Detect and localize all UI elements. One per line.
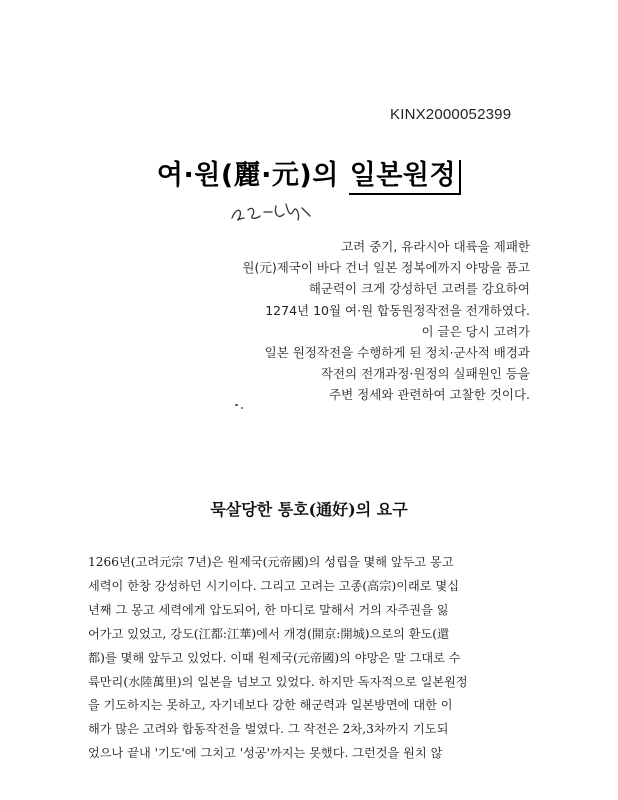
body-text — [88, 551, 534, 766]
abstract-line: 해군력이 크게 강성하던 고려를 강요하여 — [308, 281, 530, 297]
abstract-line: 작전의 전개과정·원정의 실패원인 등을 — [320, 366, 530, 382]
body-line: 었으나 끝내 '기도'에 그치고 '성공'까지는 못했다. 그런것을 원치 않 — [88, 746, 443, 761]
section-heading: 묵살당한 통호(通好)의 요구 — [210, 500, 408, 519]
abstract-line: 주변 정세와 관련하여 고찰한 것이다. — [329, 387, 530, 403]
scan-speck — [241, 407, 243, 409]
abstract-line: 이 글은 당시 고려가 — [421, 323, 530, 339]
body-line: 년째 그 몽고 세력에게 압도되어, 한 마디로 말해서 거의 자주권을 잃 — [88, 602, 449, 617]
abstract-line: 고려 중기, 유라시아 대륙을 제패한 — [341, 239, 530, 254]
body-line: 해가 많은 고려와 합동작전을 벌였다. 그 작전은 2차,3차까지 기도되 — [88, 722, 449, 737]
article-title-tail: 일본원정 — [349, 160, 461, 195]
article-title-main: 여·원(麗·元)의 — [156, 160, 349, 191]
abstract-line: 1274년 10월 여·원 합동원정작전을 전개하였다. — [265, 302, 530, 318]
body-line: 都)를 몇해 앞두고 있었다. 이때 원제국(元帝國)의 야망은 말 그대로 수 — [88, 650, 461, 665]
body-line: 세력이 한창 강성하던 시기이다. 그리고 고려는 고종(高宗)이래로 몇십 — [88, 578, 459, 593]
handwritten-signature — [228, 196, 316, 226]
body-line: 1266년(고려元宗 7년)은 원제국(元帝國)의 성립을 몇해 앞두고 몽고 — [88, 555, 454, 569]
body-line: 륙만리(水陸萬里)의 일본을 넘보고 있었다. 하지만 독자적으로 일본원정 — [88, 674, 468, 689]
abstract-line: 원(元)제국이 바다 건너 일본 정복에까지 야망을 품고 — [242, 260, 530, 276]
body-line: 을 기도하지는 못하고, 자기네보다 강한 해군력과 일본방면에 대한 이 — [88, 698, 453, 713]
abstract-line: 일본 원정작전을 수행하게 된 정치·군사적 배경과 — [264, 345, 530, 361]
scan-speck — [235, 404, 238, 406]
article-title — [0, 153, 618, 192]
document-id: KINX2000052399 — [390, 106, 512, 123]
abstract — [170, 236, 530, 406]
body-line: 어가고 있었고, 강도(江都:江華)에서 개경(開京:開城)으로의 환도(還 — [88, 626, 450, 641]
